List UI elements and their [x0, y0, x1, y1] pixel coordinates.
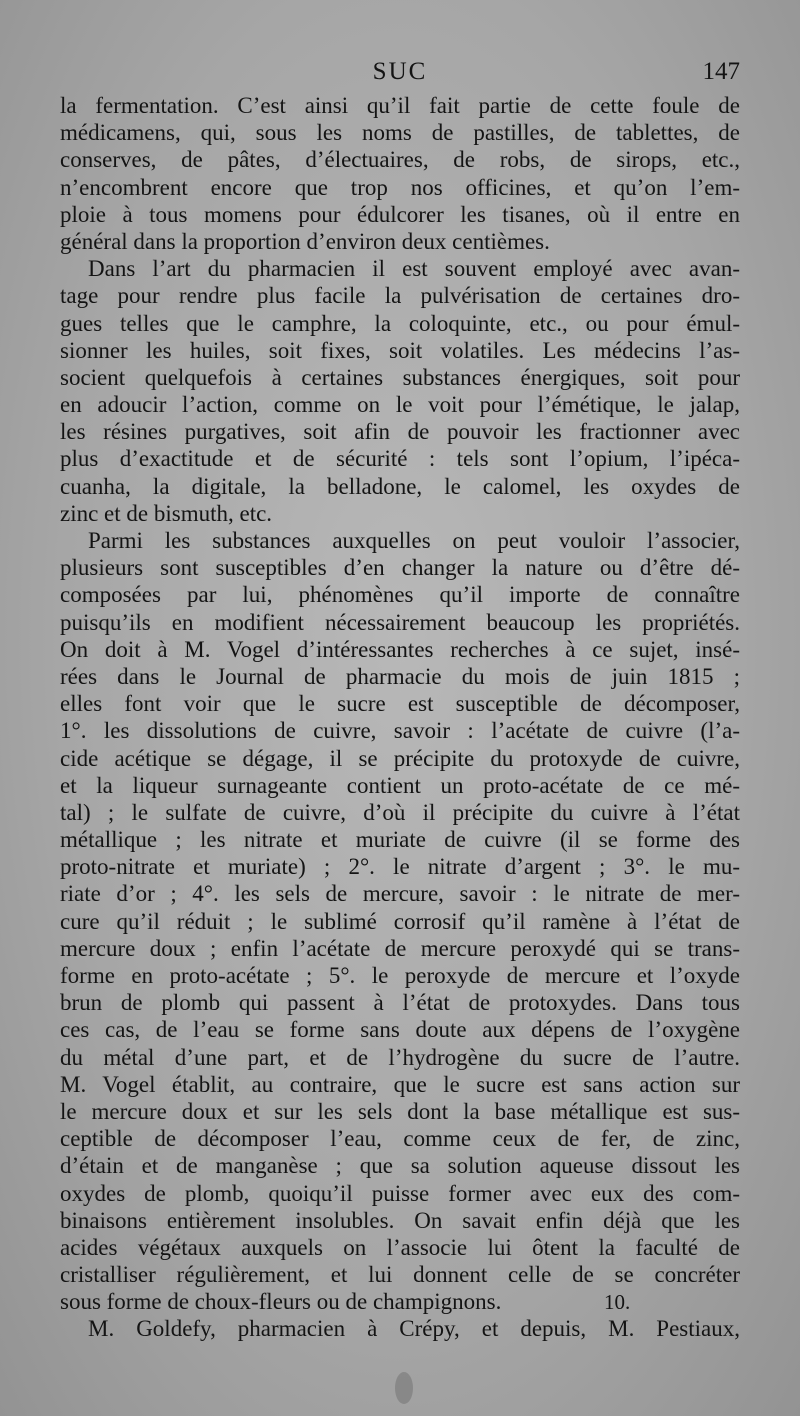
text-line: en adoucir l’action, comme on le voit pour l’émétique, le jalap, [60, 392, 740, 418]
text-line: et la liqueur surnageante contient un proto-acétate de ce mé- [60, 772, 740, 798]
page-number: 147 [702, 58, 740, 85]
text-line: composées par lui, phénomènes qu’il importe de connaître [60, 582, 740, 608]
page-header [60, 58, 740, 94]
text-line: la fermentation. C’est ainsi qu’il fait partie de cette foule de [60, 93, 740, 118]
signature-mark: 10. [604, 1290, 631, 1314]
text-line: le mercure doux et sur les sels dont la base métallique est sus- [60, 1098, 740, 1124]
text-line: ceptible de décomposer l’eau, comme ceux de fer, de zinc, [60, 1126, 740, 1152]
text-line: général dans la proportion d’environ deux centièmes. [60, 228, 550, 254]
text-line: proto-nitrate et muriate) ; 2°. le nitrate d’argent ; 3°. le mu- [60, 854, 740, 880]
text-line: binaisons entièrement insolubles. On savait enfin déjà que les [60, 1207, 740, 1233]
text-line: cuanha, la digitale, la belladone, le calomel, les oxydes de [60, 473, 740, 499]
text-line: plusieurs sont susceptibles d’en changer la nature ou d’être dé- [60, 555, 740, 581]
text-line: plus d’exactitude et de sécurité : tels sont l’opium, l’ipéca- [60, 446, 740, 472]
text-line: d’étain et de manganèse ; que sa solution aqueuse dissout les [60, 1153, 740, 1179]
text-line: sous forme de choux-fleurs ou de champignons. [60, 1289, 502, 1315]
text-line: gues telles que le camphre, la coloquinte, etc., ou pour émul- [60, 310, 740, 336]
ink-smudge [395, 1372, 413, 1404]
text-line: riate d’or ; 4°. les sels de mercure, savoir : le nitrate de mer- [60, 881, 740, 907]
text-line: socient quelquefois à certaines substances énergiques, soit pour [60, 364, 740, 390]
text-line: brun de plomb qui passent à l’état de protoxydes. Dans tous [60, 990, 740, 1016]
text-line: mercure doux ; enfin l’acétate de mercure peroxydé qui se trans- [60, 935, 740, 961]
text-line: tal) ; le sulfate de cuivre, d’où il précipite du cuivre à l’état [60, 799, 740, 825]
text-line: On doit à M. Vogel d’intéressantes recherches à ce sujet, insé- [60, 636, 740, 662]
text-line: médicamens, qui, sous les noms de pastilles, de tablettes, de [60, 120, 740, 146]
text-line: oxydes de plomb, quoiqu’il puisse former avec eux des com- [60, 1180, 740, 1206]
running-head: SUC [372, 58, 428, 85]
text-line: n’encombrent encore que trop nos officines, et qu’on l’em- [60, 174, 740, 200]
text-line: cristalliser régulièrement, et lui donnent celle de se concréter [60, 1262, 740, 1288]
text-line: rées dans le Journal de pharmacie du mois de juin 1815 ; [60, 663, 740, 689]
text-line: Parmi les substances auxquelles on peut vouloir l’associer, [88, 528, 740, 553]
text-line: cide acétique se dégage, il se précipite du protoxyde de cuivre, [60, 745, 740, 771]
text-line: M. Goldefy, pharmacien à Crépy, et depuis, M. Pestiaux, [88, 1316, 740, 1342]
text-line: sionner les huiles, soit fixes, soit volatiles. Les médecins l’as- [60, 337, 740, 363]
text-line: elles font voir que le sucre est susceptible de décomposer, [60, 691, 740, 717]
text-line: Dans l’art du pharmacien il est souvent employé avec avan- [88, 256, 740, 282]
body-text [60, 92, 740, 1343]
text-line: forme en proto-acétate ; 5°. le peroxyde de mercure et l’oxyde [60, 963, 740, 988]
text-line: acides végétaux auxquels on l’associe lui ôtent la faculté de [60, 1234, 740, 1260]
text-line: 1°. les dissolutions de cuivre, savoir : l’acétate de cuivre (l’a- [60, 718, 740, 744]
text-line: cure qu’il réduit ; le sublimé corrosif qu’il ramène à l’état de [60, 908, 740, 934]
text-line: ploie à tous momens pour édulcorer les tisanes, où il entre en [60, 201, 740, 227]
text-line: M. Vogel établit, au contraire, que le sucre est sans action sur [60, 1071, 740, 1097]
text-line: du métal d’une part, et de l’hydrogène du sucre de l’autre. [60, 1044, 740, 1070]
text-line: les résines purgatives, soit afin de pouvoir les fractionner avec [60, 419, 740, 445]
text-line: métallique ; les nitrate et muriate de cuivre (il se forme des [60, 827, 740, 853]
text-line: tage pour rendre plus facile la pulvérisation de certaines dro- [60, 283, 740, 309]
text-line: puisqu’ils en modifient nécessairement beaucoup les propriétés. [60, 609, 740, 635]
text-line: zinc et de bismuth, etc. [60, 500, 273, 526]
text-line: conserves, de pâtes, d’électuaires, de robs, de sirops, etc., [60, 147, 740, 173]
text-line: ces cas, de l’eau se forme sans doute aux dépens de l’oxygène [60, 1017, 740, 1043]
